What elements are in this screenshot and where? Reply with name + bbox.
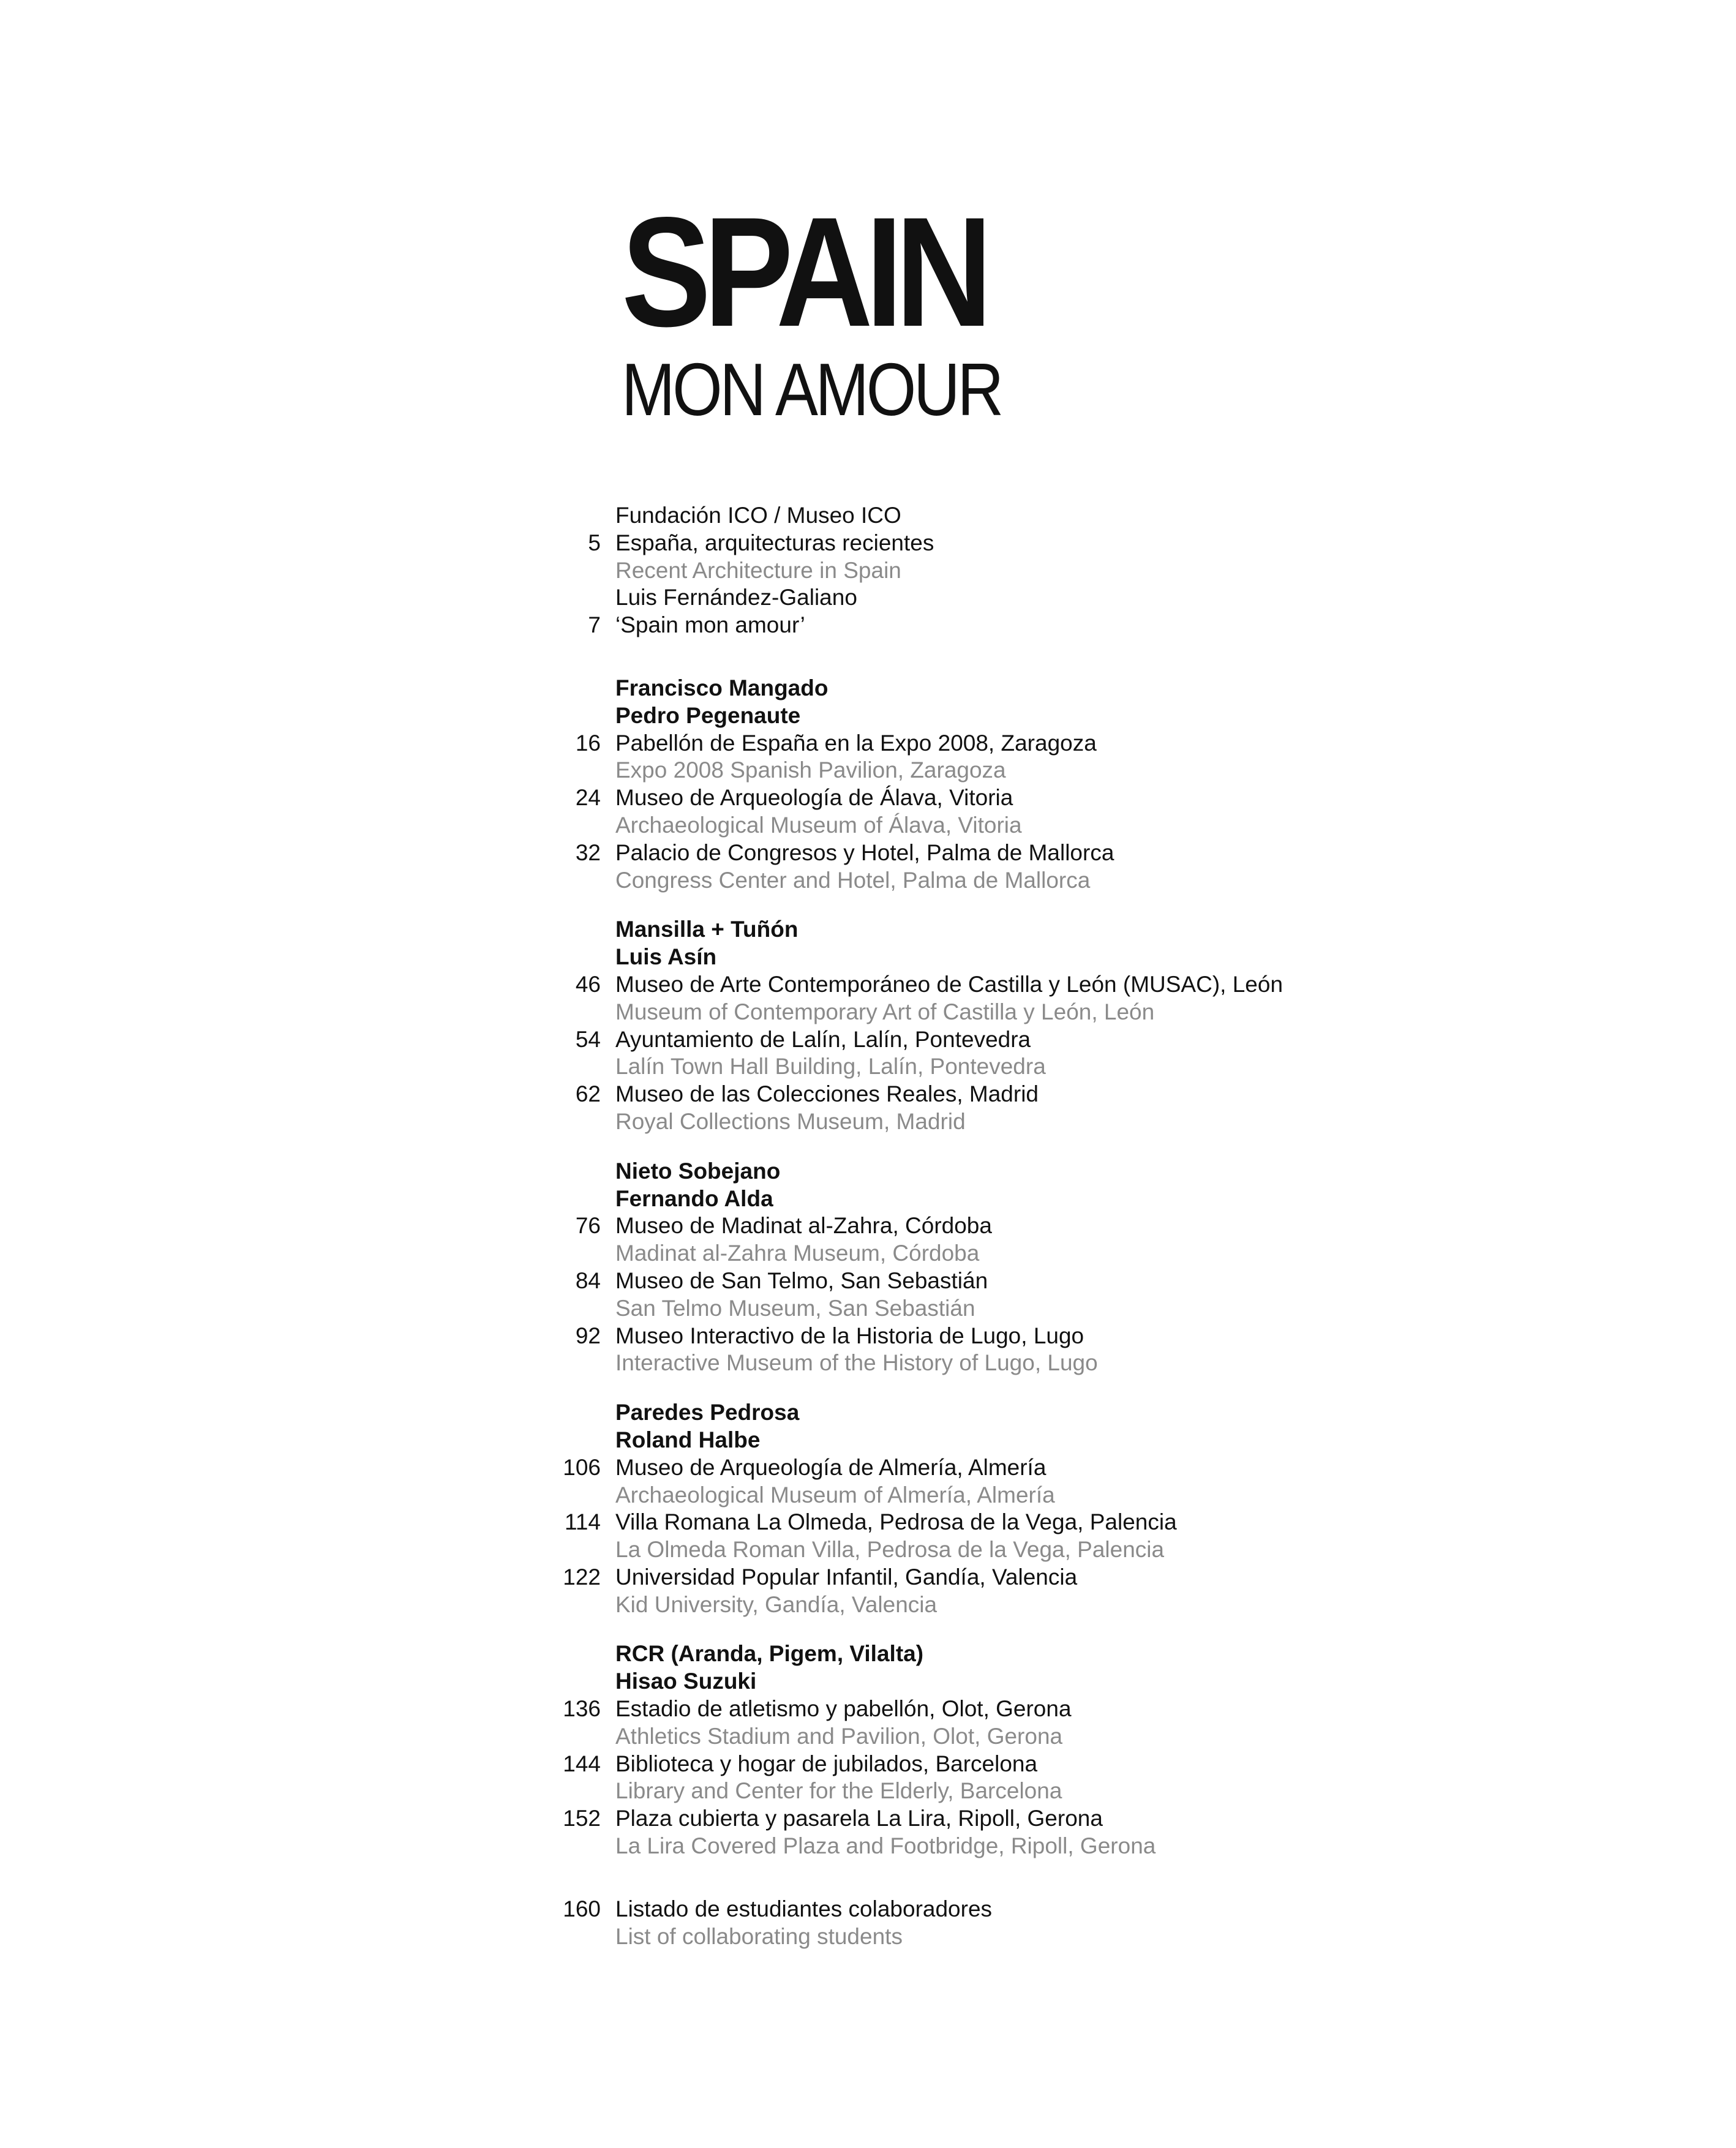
author-name-text: RCR (Aranda, Pigem, Vilalta) [615,1641,924,1667]
intro-line-text: España, arquitecturas recientes [615,530,934,555]
closing-title-es [0,1896,1736,1923]
intro-line [0,530,1736,557]
page-number: 32 [575,839,601,865]
author-name-text: Nieto Sobejano [615,1158,781,1184]
closing-title-en [0,1923,1736,1951]
author-name [0,1640,1736,1668]
entry-title-en-text: Madinat al-Zahra Museum, Córdoba [615,1241,980,1266]
intro-line [0,584,1736,612]
entry-title-en-text: Kid University, Gandía, Valencia [615,1591,938,1617]
intro-line [0,502,1736,530]
entry-title-en-text: Library and Center for the Elderly, Barcelona [615,1778,1062,1804]
page-number: 54 [575,1026,601,1052]
entry-title-es [0,1695,1736,1723]
entry-title-en [0,1053,1736,1081]
entry-title-es [0,1805,1736,1833]
entry-title-en [0,999,1736,1026]
entry-title-en-text: Expo 2008 Spanish Pavilion, Zaragoza [615,757,1006,783]
entry-title-en [0,1482,1736,1509]
entry-title-en [0,1723,1736,1751]
entry-title-es [0,730,1736,757]
page-number: 106 [563,1454,601,1480]
entry-title-es-text: Villa Romana La Olmeda, Pedrosa de la Vega, Palencia [615,1509,1177,1535]
spacer [0,1618,1736,1640]
entry-title-es-text: Museo Interactivo de la Historia de Lugo, Lugo [615,1323,1084,1348]
page-number: 136 [563,1696,601,1722]
entry-title-es [0,1081,1736,1108]
spacer [0,894,1736,916]
entry-title-en [0,757,1736,784]
entry-title-es [0,971,1736,999]
page-number: 92 [575,1323,601,1348]
page-number: 76 [575,1213,601,1239]
closing-title-en-text: List of collaborating students [615,1923,903,1949]
entry-title-es-text: Estadio de atletismo y pabellón, Olot, Gerona [615,1696,1072,1722]
entry-title-en [0,1778,1736,1805]
closing-title-es-text: Listado de estudiantes colaboradores [615,1896,993,1921]
entry-title-en-text: Congress Center and Hotel, Palma de Mallorca [615,867,1091,893]
author-name [0,1668,1736,1695]
entry-title-es [0,1454,1736,1482]
author-name [0,1427,1736,1454]
entry-title-es-text: Universidad Popular Infantil, Gandía, Valencia [615,1564,1078,1590]
author-name-text: Francisco Mangado [615,675,829,700]
author-name [0,702,1736,730]
entry-title-es-text: Ayuntamiento de Lalín, Lalín, Pontevedra [615,1026,1031,1052]
entry-title-en [0,867,1736,895]
entry-title-es [0,1212,1736,1240]
page-number: 62 [575,1081,601,1107]
entry-title-en [0,1591,1736,1619]
intro-line-text: Recent Architecture in Spain [615,557,901,583]
entry-title-en-text: Interactive Museum of the History of Lugo, Lugo [615,1350,1098,1376]
intro-line [0,612,1736,639]
entry-title-es-text: Plaza cubierta y pasarela La Lira, Ripoll, Gerona [615,1806,1103,1831]
author-name-text: Pedro Pegenaute [615,702,801,728]
page-number: 122 [563,1564,601,1590]
author-name [0,1158,1736,1185]
intro-line-text: ‘Spain mon amour’ [615,612,805,638]
entry-title-en [0,1833,1736,1860]
intro-line [0,557,1736,585]
author-name [0,675,1736,702]
page-number: 5 [588,530,601,555]
entry-title-es [0,1026,1736,1054]
author-name [0,1185,1736,1213]
author-name-text: Luis Asín [615,944,717,970]
entry-title-en-text: Royal Collections Museum, Madrid [615,1108,966,1134]
entry-title-es-text: Biblioteca y hogar de jubilados, Barcelona [615,1751,1038,1776]
entry-title-es [0,839,1736,867]
entry-title-es [0,1267,1736,1295]
entry-title-es-text: Museo de Madinat al-Zahra, Córdoba [615,1213,992,1239]
entry-title-es-text: Museo de las Colecciones Reales, Madrid [615,1081,1039,1107]
entry-title-es-text: Museo de Arte Contemporáneo de Castilla y León (MUSAC), León [615,971,1283,997]
author-name [0,916,1736,944]
entry-title-en-text: Archaeological Museum of Álava, Vitoria [615,812,1022,838]
entry-title-es-text: Museo de Arqueología de Álava, Vitoria [615,785,1013,811]
entry-title-en [0,1350,1736,1377]
entry-title-en-text: La Lira Covered Plaza and Footbridge, Ripoll, Gerona [615,1833,1156,1859]
entry-title-es-text: Museo de Arqueología de Almería, Almería [615,1454,1046,1480]
spacer [0,1136,1736,1158]
spacer [0,1377,1736,1399]
intro-line-text: Fundación ICO / Museo ICO [615,503,901,528]
entry-title-en [0,1108,1736,1136]
page-number: 152 [563,1806,601,1831]
author-name-text: Fernando Alda [615,1185,773,1211]
table-of-contents [0,502,1736,1950]
author-name-text: Roland Halbe [615,1427,761,1452]
entry-title-es-text: Museo de San Telmo, San Sebastián [615,1267,988,1293]
page-number: 46 [575,971,601,997]
page-number: 144 [563,1751,601,1776]
entry-title-es [0,784,1736,812]
author-name-text: Mansilla + Tuñón [615,917,798,942]
author-name [0,1399,1736,1427]
entry-title-es-text: Palacio de Congresos y Hotel, Palma de Mallorca [615,839,1114,865]
entry-title-es-text: Pabellón de España en la Expo 2008, Zaragoza [615,730,1097,756]
entry-title-en [0,1295,1736,1323]
entry-title-en [0,1536,1736,1564]
entry-title-en [0,812,1736,839]
entry-title-en [0,1240,1736,1267]
entry-title-en-text: Athletics Stadium and Pavilion, Olot, Gerona [615,1723,1063,1749]
author-name-text: Hisao Suzuki [615,1669,757,1694]
title-sub: MON AMOUR [622,348,1001,431]
spacer [0,639,1736,675]
entry-title-en-text: Lalín Town Hall Building, Lalín, Pontevedra [615,1054,1046,1080]
author-name [0,944,1736,971]
page-number: 7 [588,612,601,638]
page-number: 160 [563,1896,601,1921]
page-number: 16 [575,730,601,756]
intro-line-text: Luis Fernández-Galiano [615,585,857,610]
entry-title-es [0,1323,1736,1350]
author-name-text: Paredes Pedrosa [615,1400,800,1425]
title-main: SPAIN [622,185,985,359]
entry-title-es [0,1751,1736,1778]
spacer [0,1860,1736,1896]
entry-title-en-text: San Telmo Museum, San Sebastián [615,1295,975,1321]
page-number: 24 [575,785,601,811]
page-number: 114 [565,1509,601,1535]
entry-title-en-text: Archaeological Museum of Almería, Almería [615,1482,1055,1508]
title-block [622,185,1063,431]
entry-title-en-text: La Olmeda Roman Villa, Pedrosa de la Vega, Palencia [615,1537,1165,1563]
entry-title-es [0,1509,1736,1536]
entry-title-es [0,1564,1736,1591]
entry-title-en-text: Museum of Contemporary Art of Castilla y León, León [615,999,1155,1024]
page-number: 84 [575,1267,601,1293]
